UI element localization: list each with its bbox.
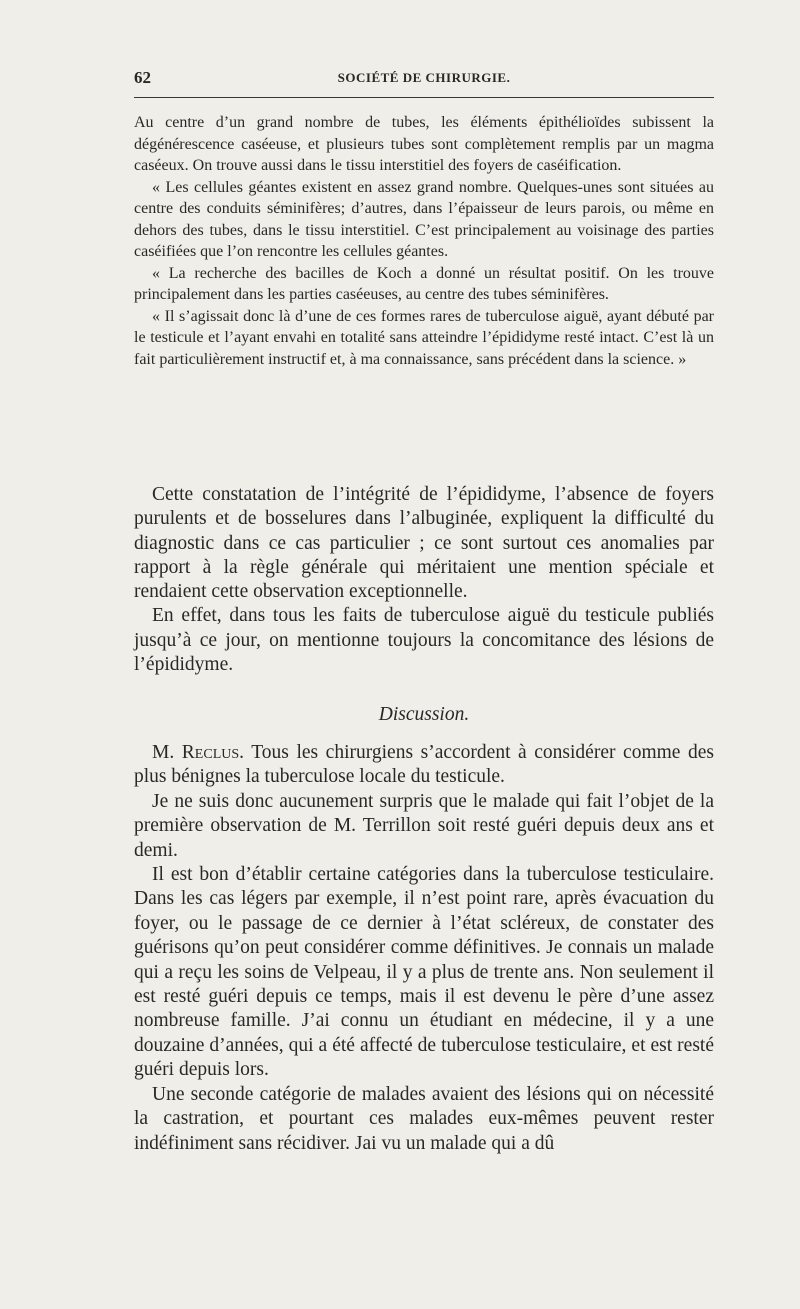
body-paragraph: En effet, dans tous les faits de tuberculose aiguë du testicule publiés jusqu’à ce jour, on mentionne toujours la concomitance des lésions de l’épididyme. (134, 605, 714, 676)
discussion-text (134, 741, 714, 1156)
speaker-name: Reclus (181, 742, 240, 763)
body-paragraph: Cette constatation de l’intégrité de l’épididyme, l’absence de foyers purulents et de bosselures dans l’albuginée, expliquent la difficulté du diagnostic dans ce cas particulier ; ce sont surtout ces anomalies par rapport à la règle générale qui méritaient une mention spéciale et rendaient cette observation exceptionnelle. (134, 484, 714, 603)
quote-paragraph: « La recherche des bacilles de Koch a donné un résultat positif. On les trouve principalement dans les parties caséeuses, au centre des tubes séminifères. (134, 264, 714, 303)
header-rule (134, 97, 714, 98)
page-header (134, 62, 714, 92)
discussion-paragraph: Il est bon d’établir certaine catégories dans la tuberculose testiculaire. Dans les cas légers par exemple, il n’est point rare, après évacuation du foyer, ou le passage de ce dernier à l’état scléreux, de constater des guérisons qu’on peut considérer comme définitives. Je connais un malade qui a reçu les soins de Velpeau, il y a plus de trente ans. Non seulement il est resté guéri depuis ce temps, mais il est devenu le père d’une assez nombreuse famille. J’ai connu un étudiant en médecine, il y a une douzaine d’années, qui a été affecté de tuberculose testiculaire, et est resté guéri depuis lors. (134, 864, 714, 1081)
body-text (134, 483, 714, 677)
quoted-observation (134, 112, 714, 370)
page-number: 62 (134, 68, 151, 87)
discussion-paragraph: Une seconde catégorie de malades avaient des lésions qui on nécessité la castration, et pourtant ces malades eux-mêmes peuvent rester indéfiniment sans récidiver. Jai vu un malade qui a dû (134, 1083, 714, 1154)
quote-paragraph: Au centre d’un grand nombre de tubes, les éléments épithélioïdes subissent la dégénérescence caséeuse, et plusieurs tubes sont complètement remplis par un magma caséeux. On trouve aussi dans le tissu interstitiel des foyers de caséification. (134, 114, 714, 174)
discussion-paragraph (134, 741, 714, 790)
speaker-prefix: M. (152, 742, 182, 763)
quote-paragraph: « Les cellules géantes existent en assez grand nombre. Quelques-unes sont situées au centre des conduits séminifères; d’autres, dans l’épaisseur de leurs parois, ou même en dehors des tubes, dans le tissu interstitiel. C’est principalement au voisinage des parties caséifiées que l’on rencontre les cellules géantes. (134, 178, 714, 260)
discussion-first-text: . Tous les chirurgiens s’accordent à considérer comme des plus bénignes la tuberculose locale du testicule. (134, 742, 715, 788)
quote-paragraph: « Il s’agissait donc là d’une de ces formes rares de tuberculose aiguë, ayant débuté par le testicule et l’ayant envahi en totalité sans atteindre l’épididyme resté intact. C’est là un fait particulièrement instructif et, à ma connaissance, sans précédent dans la science. » (134, 307, 714, 368)
running-head: SOCIÉTÉ DE CHIRURGIE. (337, 70, 511, 85)
section-heading: Discussion. (378, 704, 470, 725)
discussion-paragraph: Je ne suis donc aucunement surpris que le malade qui fait l’objet de la première observation de M. Terrillon soit resté guéri depuis deux ans et demi. (134, 790, 714, 861)
